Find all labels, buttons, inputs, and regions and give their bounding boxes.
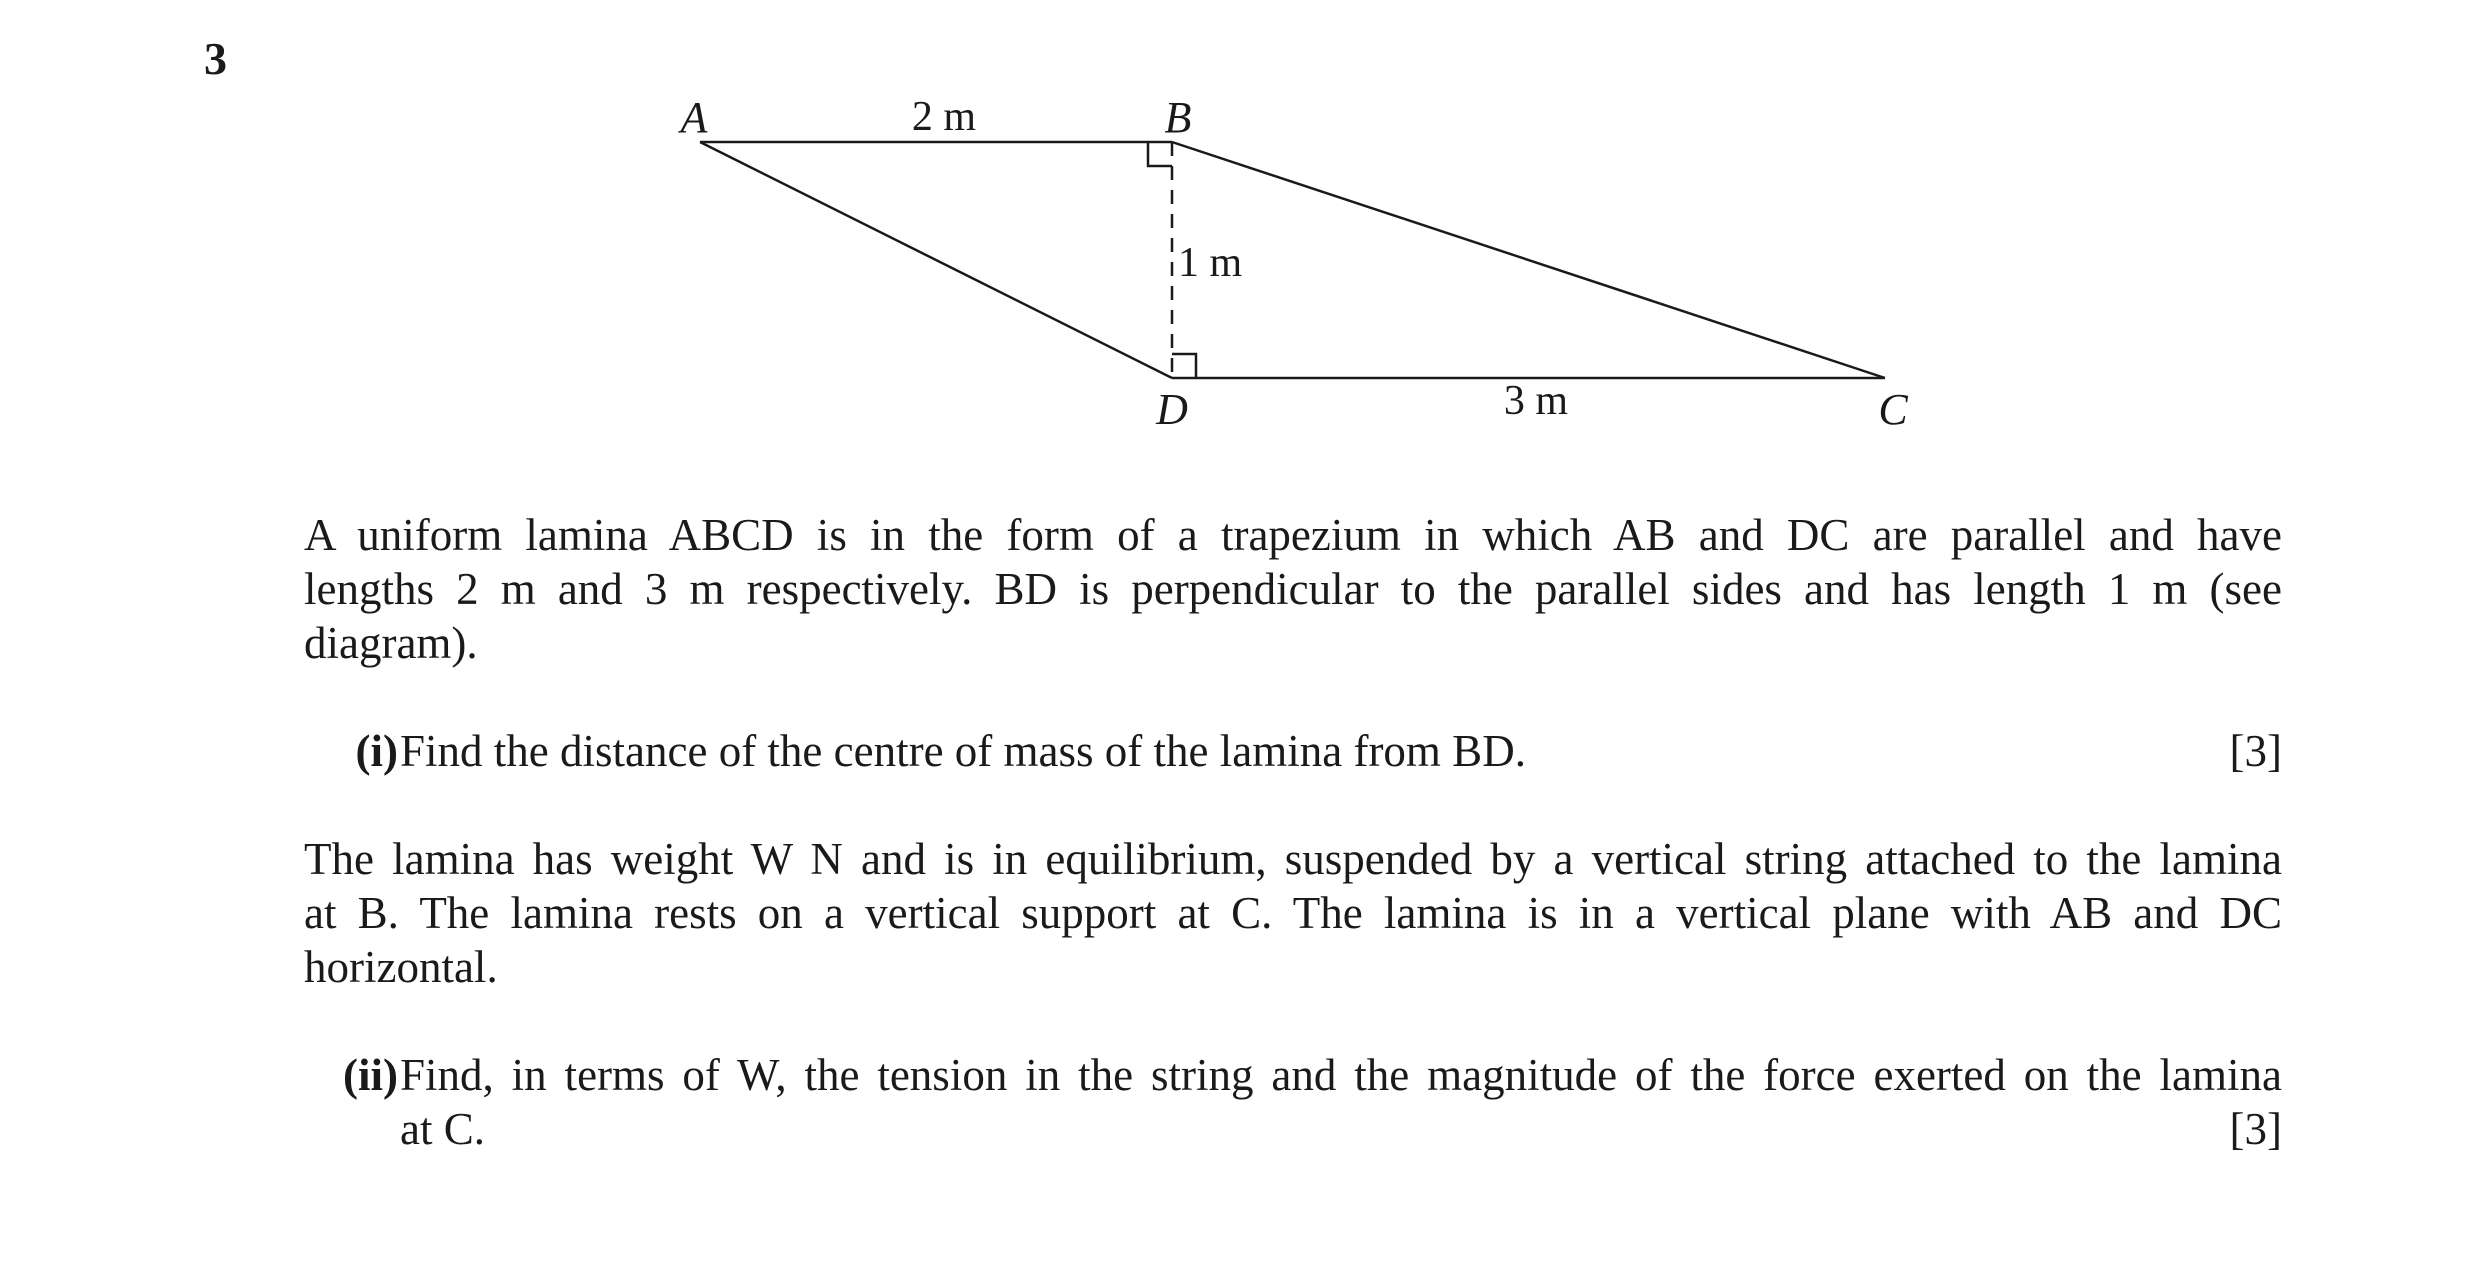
intro-paragraph — [304, 508, 2282, 670]
middle-line-2-text: at B. The lamina rests on a vertical support at C. The lamina is in a vertical plane with AB and DC — [304, 888, 2282, 938]
part-i-marks: [3] — [2229, 726, 2282, 776]
intro-line-1 — [304, 508, 2282, 562]
part-i-label: (i) — [355, 726, 398, 776]
middle-line-3-text: horizontal. — [304, 942, 498, 992]
intro-line-3-text: diagram). — [304, 618, 478, 668]
right-angle-marker-d — [1172, 354, 1196, 378]
part-ii-marks: [3] — [2229, 1104, 2282, 1154]
middle-line-2 — [304, 886, 2282, 940]
part-ii-line-2: at C. — [400, 1104, 485, 1154]
part-i — [304, 724, 2282, 778]
intro-line-3 — [304, 616, 2282, 670]
edge-ad — [700, 142, 1172, 378]
part-ii-label: (ii) — [343, 1050, 398, 1100]
part-ii — [304, 1048, 2282, 1156]
edge-bc — [1172, 142, 1885, 378]
vertex-label-a: A — [680, 93, 708, 142]
length-label-dc: 3 m — [1503, 378, 1569, 424]
vertex-label-c: C — [1878, 385, 1908, 434]
question-number: 3 — [204, 33, 227, 84]
middle-line-1 — [304, 832, 2282, 886]
middle-line-3 — [304, 940, 2282, 994]
intro-line-2-text: lengths 2 m and 3 m respectively. BD is perpendicular to the parallel sides and has length 1 m (see — [304, 564, 2282, 614]
part-i-text: Find the distance of the centre of mass of the lamina from BD. — [400, 726, 1526, 776]
right-angle-marker-b — [1148, 142, 1172, 166]
length-label-ab: 2 m — [911, 94, 977, 140]
intro-line-2 — [304, 562, 2282, 616]
vertex-label-d: D — [1156, 385, 1188, 434]
vertex-label-b: B — [1164, 93, 1192, 142]
trapezium-diagram — [0, 0, 2480, 460]
middle-paragraph — [304, 832, 2282, 994]
middle-line-1-text: The lamina has weight W N and is in equilibrium, suspended by a vertical string attached to the lamina — [304, 834, 2282, 884]
intro-line-1-text: A uniform lamina ABCD is in the form of a trapezium in which AB and DC are parallel and have — [304, 510, 2282, 560]
part-ii-line-1: Find, in terms of W, the tension in the string and the magnitude of the force exerted on the lamina — [400, 1050, 2282, 1100]
length-label-bd: 1 m — [1178, 240, 1243, 286]
